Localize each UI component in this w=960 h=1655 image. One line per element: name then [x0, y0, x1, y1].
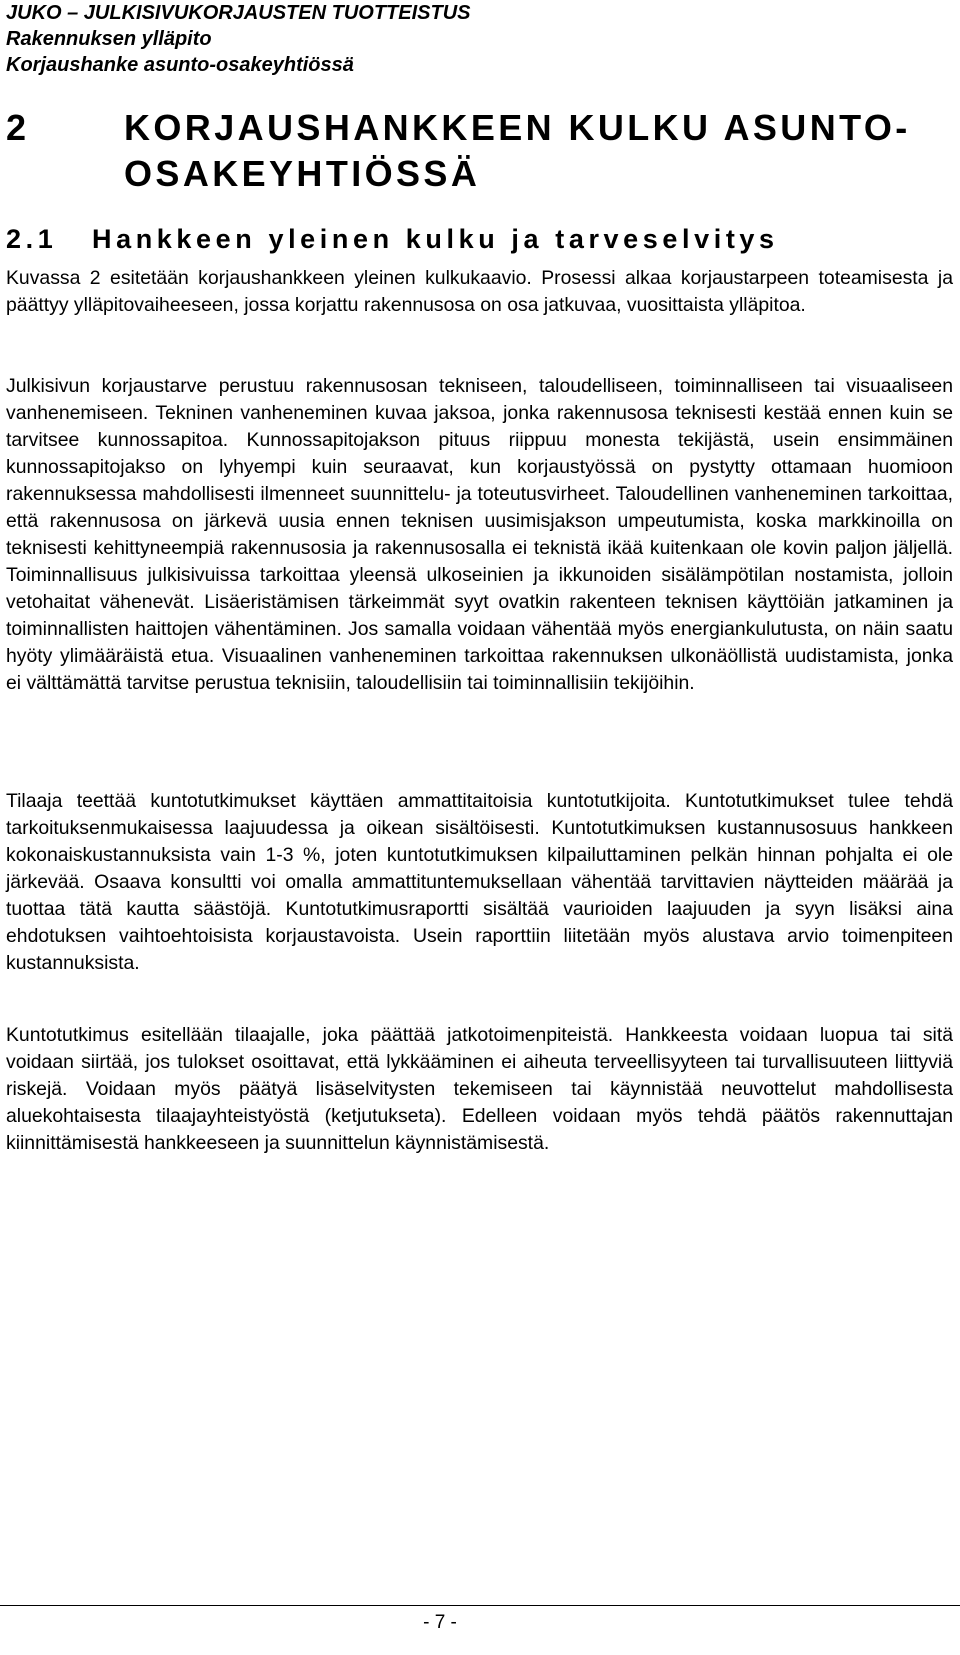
footer-rule [0, 1605, 960, 1606]
header-project-title: JUKO – JULKISIVUKORJAUSTEN TUOTTEISTUS [6, 2, 471, 24]
chapter-number: 2 [6, 107, 30, 148]
section-title: Hankkeen yleinen kulku ja tarveselvitys [92, 224, 779, 254]
running-header [6, 0, 471, 78]
paragraph-2: Julkisivun korjaustarve perustuu rakennusosan tekniseen, taloudelliseen, toiminnalliseen tai visuaaliseen vanhenemiseen. Tekninen vanheneminen kuvaa jaksoa, jonka rakennusosa teknisesti kestää ennen kuin se tarvitsee kunnossapitoa. Kunnossapitojakson pituus riippuu monesta tekijästä, usein ensimmäinen kunnossapitojakso on lyhyempi kuin seuraavat, kun korjaustyössä on pystytty ottamaan huomioon rakennuksessa mahdollisesti ilmenneet suunnittelu- ja toteutusvirheet. Taloudellinen vanheneminen tarkoittaa, että rakennusosa on järkevä uusia ennen teknisen uusimisjakson umpeutumista, koska markkinoilla on teknisesti kehittyneempiä rakennusosia ja rakennusosalla ei teknistä ikää kuitenkaan ole kovin paljon jäljellä. Toiminnallisuus julkisivuissa tarkoittaa yleensä ulkoseinien ja ikkunoiden sisälämpötilan nostamista, jolloin vetohaitat vähenevät. Lisäeristämisen tärkeimmät syyt ovatkin rakenteen teknisen käyttöiän jatkaminen ja toiminnallisten haittojen vähentäminen. Jos samalla voidaan vähentää myös energiankulutusta, on näin saatu hyöty ylimääräistä etua. Visuaalinen vanheneminen tarkoittaa rakennuksen ulkonäöllistä uudistamista, jonka ei välttämättä tarvitse perustua teknisiin, taloudellisiin tai toiminnallisiin tekijöihin. [6, 375, 953, 694]
paragraph-3: Tilaaja teettää kuntotutkimukset käyttäen ammattitaitoisia kuntotutkijoita. Kuntotutkimukset tulee tehdä tarkoituksenmukaisessa laajuudessa ja oikean sisältöisesti. Kuntotutkimuksen kustannusosuus hankkeen kokonaiskustannuksista vain 1-3 %, joten kuntotutkimuksen kilpailuttaminen pelkän hinnan pohjalta ei ole järkevää. Osaava konsultti voi omalla ammattituntemuksellaan vähentää tarvittavien näytteiden määrää ja tuottaa tätä kautta säästöjä. Kuntotutkimusraportti sisältää vaurioiden laajuuden ja syyn lisäksi aina ehdotuksen vaihtoehtoisista korjaustavoista. Usein raporttiin liitetään myös alustava arvio toimenpiteen kustannuksista. [6, 790, 953, 974]
paragraph-1: Kuvassa 2 esitetään korjaushankkeen yleinen kulkukaavio. Prosessi alkaa korjaustarpeen toteamisesta ja päättyy ylläpitovaiheeseen, jossa korjattu rakennusosa on osa jatkuvaa, vuosittaista ylläpitoa. [6, 267, 953, 316]
header-document-title: Korjaushanke asunto-osakeyhtiössä [6, 54, 354, 76]
chapter-title: KORJAUSHANKKEEN KULKU ASUNTO-OSAKEYHTIÖSSÄ [124, 107, 911, 194]
paragraph-4: Kuntotutkimus esitellään tilaajalle, joka päättää jatkotoimenpiteistä. Hankkeesta voidaan luopua tai sitä voidaan siirtää, jos tulokset osoittavat, että lykkääminen ei aiheuta terveellisyyteen tai turvallisuuteen liittyviä riskejä. Voidaan myös päätyä lisäselvitysten tekemiseen tai käynnistää neuvottelut mahdollisesta aluekohtaisesta tilaajayhteistyöstä (ketjutukseta). Edelleen voidaan myös tehdä päätös rakennuttajan kiinnittämisestä hankkeeseen ja suunnittelun käynnistämisestä. [6, 1024, 953, 1154]
section-number: 2.1 [6, 224, 58, 254]
header-subtitle: Rakennuksen ylläpito [6, 28, 212, 50]
page-number: - 7 - [423, 1612, 457, 1633]
